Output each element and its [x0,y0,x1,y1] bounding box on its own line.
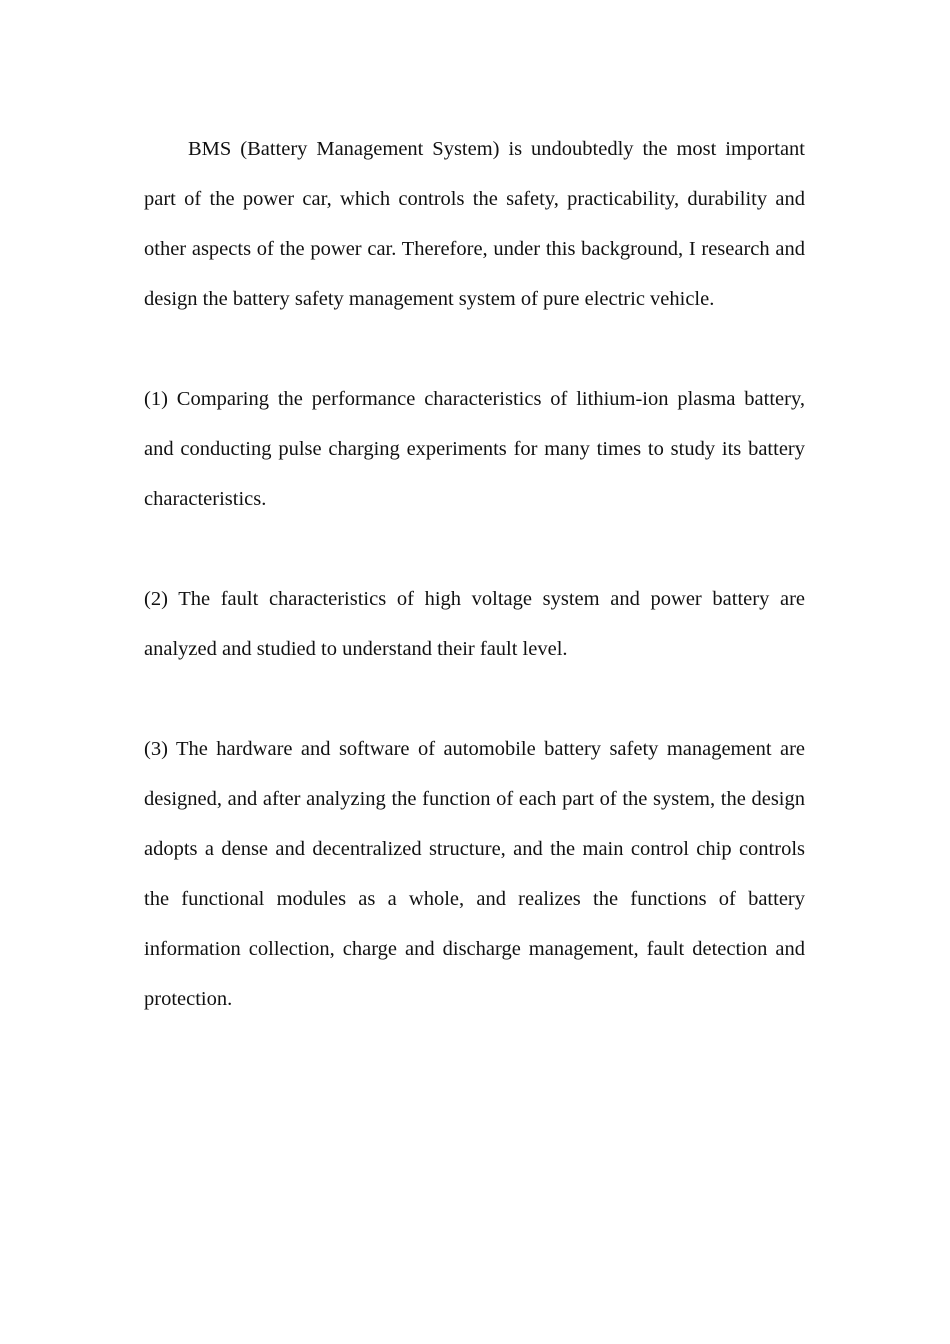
paragraph-spacer [144,324,805,374]
item-3-paragraph: (3) The hardware and software of automobile battery safety management are designed, and after analyzing the function of each part of the system, the design adopts a dense and decentralized structure, and the main control chip controls the functional modules as a whole, and realizes the functions of battery information collection, charge and discharge management, fault detection and protection. [144,738,805,1010]
item-1-paragraph: (1) Comparing the performance characteristics of lithium-ion plasma battery, and conducting pulse charging experiments for many times to study its battery characteristics. [144,388,805,510]
intro-paragraph: BMS (Battery Management System) is undoubtedly the most important part of the power car, which controls the safety, practicability, durability and other aspects of the power car. Therefore, under this background, I research and design the battery safety management system of pure electric vehicle. [144,138,805,310]
paragraph-spacer [144,674,805,724]
item-2-paragraph: (2) The fault characteristics of high voltage system and power battery are analyzed and studied to understand their fault level. [144,588,805,660]
document-page [144,124,805,1024]
paragraph-spacer [144,524,805,574]
